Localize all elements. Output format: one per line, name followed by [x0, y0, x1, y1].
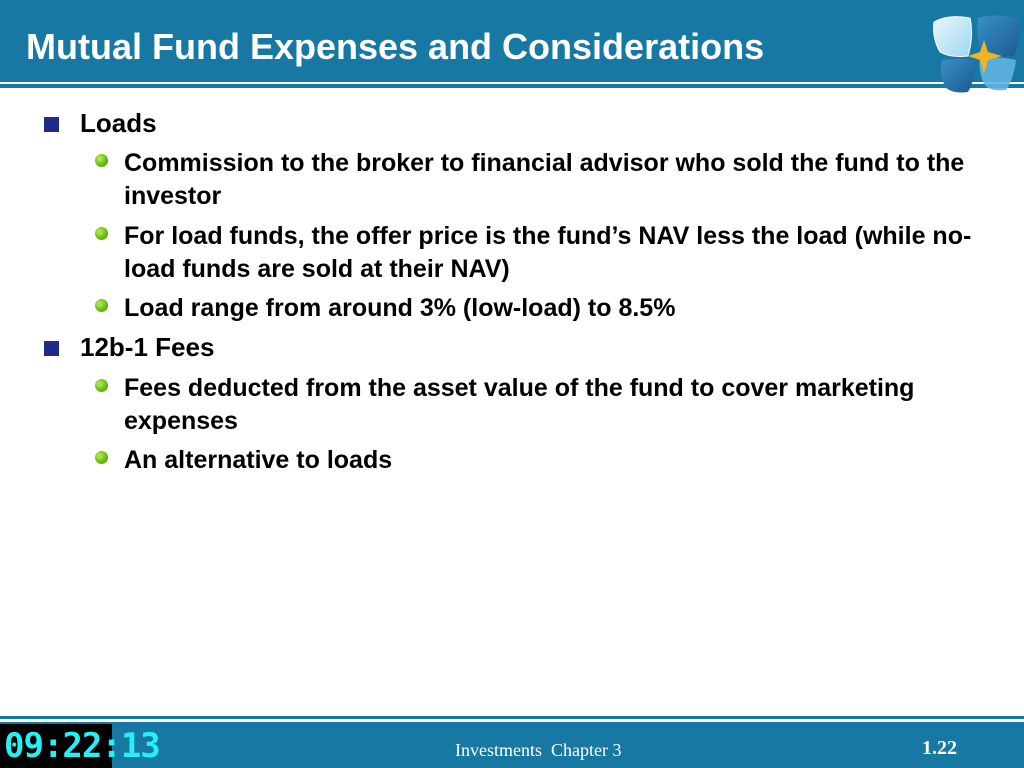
- sub-bullet: For load funds, the offer price is the fund’s NAV less the load (while no-load funds are sold at their NAV): [124, 222, 972, 283]
- round-bullet-icon: [95, 154, 108, 167]
- square-bullet-icon: [44, 117, 59, 132]
- round-bullet-icon: [95, 299, 108, 312]
- page-number: 1.22: [922, 737, 957, 759]
- header-rule: [0, 84, 1024, 88]
- slide-title: Mutual Fund Expenses and Considerations: [26, 26, 765, 67]
- square-bullet-icon: [44, 341, 59, 356]
- round-bullet-icon: [95, 451, 108, 464]
- sub-bullet: Commission to the broker to financial advisor who sold the fund to the investor: [124, 149, 965, 210]
- sub-bullet: An alternative to loads: [124, 446, 393, 474]
- footer-caption: Investments Chapter 3: [455, 740, 622, 760]
- bullet-heading: Loads: [80, 108, 157, 138]
- title-band: [0, 0, 1024, 82]
- bullet-heading: 12b-1 Fees: [80, 332, 215, 362]
- clock-display: 09:22:13: [0, 724, 112, 768]
- sub-bullet: Load range from around 3% (low-load) to 8.5%: [124, 294, 676, 322]
- round-bullet-icon: [95, 379, 108, 392]
- logo-icon: [928, 12, 1024, 96]
- round-bullet-icon: [95, 227, 108, 240]
- sub-bullet: Fees deducted from the asset value of the fund to cover marketing expenses: [124, 374, 915, 435]
